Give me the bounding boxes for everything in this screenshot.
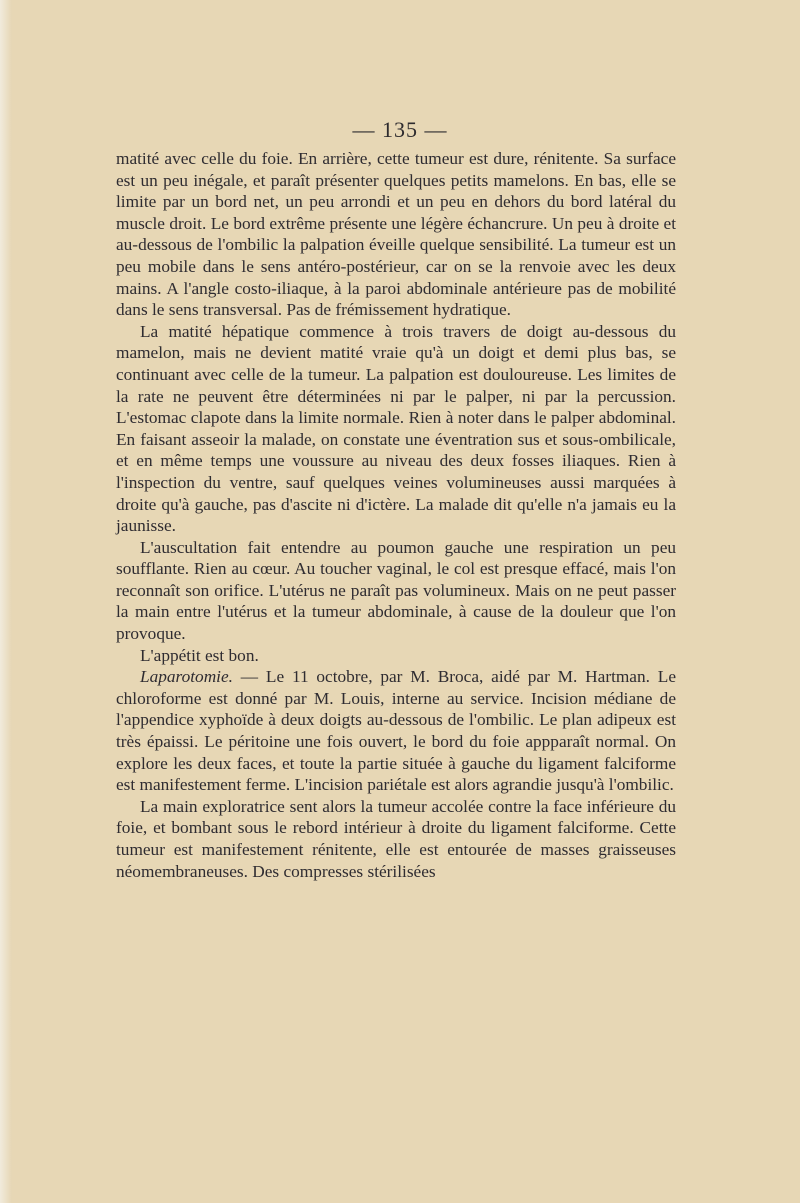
page-number: — 135 — [352,117,448,142]
paragraph-3: L'auscultation fait entendre au poumon gauche une respiration un peu soufflante. Rien au cœur. Au toucher vaginal, le col est presque effacé, mais l'on reconnaît son orifice. L'utérus ne paraît pas volumineux. Mais on ne peut passer la main entre l'utérus et la tumeur abdominale, à cause de la douleur que l'on provoque. [116,537,676,644]
section-heading-laparotomie: Laparotomie. [140,667,233,687]
paragraph-2: La matité hépatique commence à trois travers de doigt au-dessous du mamelon, mais ne devient matité vraie qu'à un doigt et demi plus bas, se continuant avec celle de la tumeur. La palpation est douloureuse. Les limites de la rate ne peuvent être déterminées ni par le palper, ni par la percussion. L'estomac clapote dans la limite normale. Rien à noter dans le palper abdominal. En faisant asseoir la malade, on constate une éventration sus et sous-ombilicale, et en même temps une voussure au niveau des deux fosses iliaques. Rien à l'inspection du ventre, sauf quelques veines volumineuses aussi marquées à droite qu'à gauche, pas d'ascite ni d'ictère. La malade dit qu'elle n'a jamais eu la jaunisse. [116,321,676,536]
paragraph-1: matité avec celle du foie. En arrière, cette tumeur est dure, rénitente. Sa surface est un peu inégale, et paraît présenter quelques petits mamelons. En bas, elle se limite par un bord net, un peu arrondi et un peu en dehors du bord latéral du muscle droit. Le bord extrême présente une légère échancrure. Un peu à droite et au-dessous de l'ombilic la palpation éveille quelque sensibilité. La tumeur est un peu mobile dans le sens antéro-postérieur, car on se la renvoie avec les deux mains. A l'angle costo-iliaque, à la paroi abdominale antérieure pas de mobilité dans le sens transversal. Pas de frémissement hydratique. [116,149,676,320]
body-text [116,148,676,882]
paragraph-5-text: — Le 11 octobre, par M. Broca, aidé par M. Hartman. Le chloroforme est donné par M. Louis, interne au service. Incision médiane de l'appendice xyphoïde à deux doigts au-dessous de l'ombilic. Le plan adipeux est très épaissi. Le péritoine une fois ouvert, le bord du foie appparaît normal. On explore les deux faces, et toute la partie située à gauche du ligament falciforme est manifestement ferme. L'incision pariétale est alors agrandie jusqu'à l'ombilic. [116,667,676,795]
page-edge-shadow [0,0,12,1203]
paragraph-5 [116,666,676,796]
paragraph-6: La main exploratrice sent alors la tumeur accolée contre la face inférieure du foie, et bombant sous le rebord intérieur à droite du ligament falciforme. Cette tumeur est manifestement rénitente, elle est entourée de masses graisseuses néomembraneuses. Des compresses stérilisées [116,796,676,881]
paragraph-4: L'appétit est bon. [140,645,259,665]
